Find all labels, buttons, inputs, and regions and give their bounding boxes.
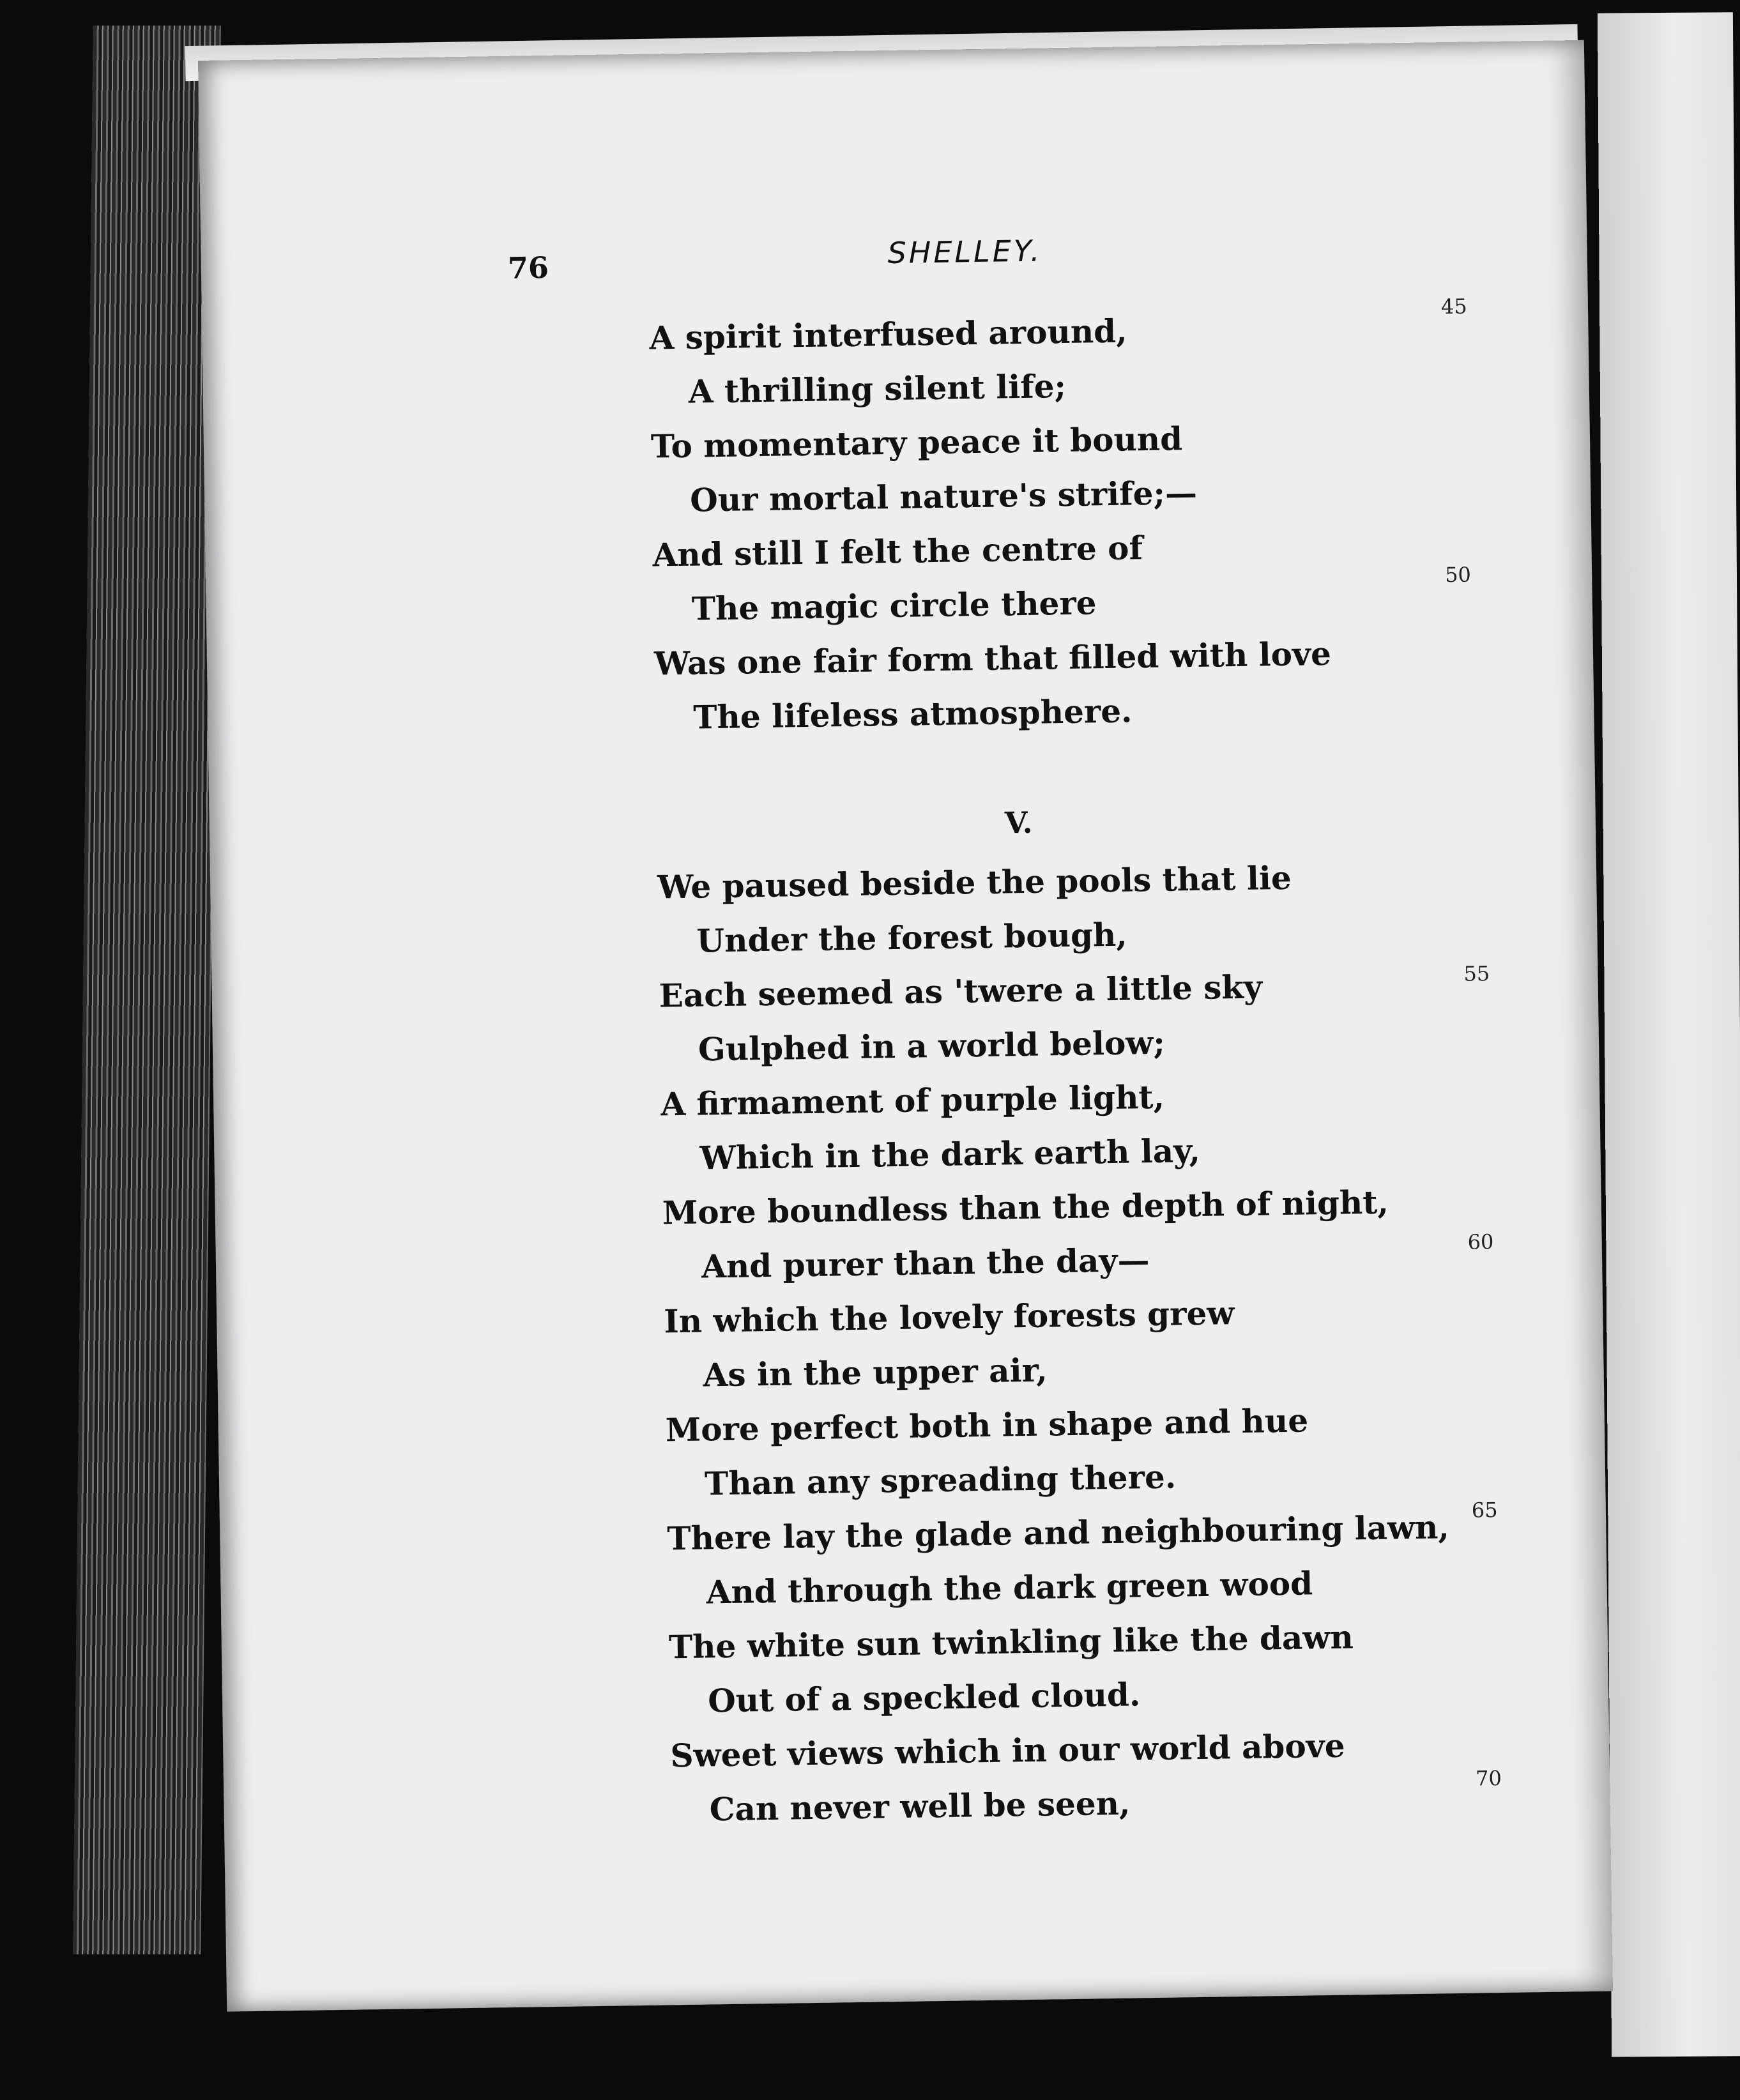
verse-line: Than any spreading there. — [704, 1457, 1177, 1503]
verse-line: More perfect both in shape and hue — [665, 1401, 1309, 1449]
line-number: 50 — [1444, 562, 1472, 588]
verse-line: Out of a speckled cloud. — [707, 1675, 1141, 1720]
verse-line: In which the lovely forests grew — [663, 1294, 1235, 1341]
line-number: 55 — [1463, 961, 1490, 986]
verse-line: And purer than the day— — [701, 1241, 1150, 1286]
verse-line: A firmament of purple light, — [660, 1077, 1165, 1123]
verse-line: Gulphed in a world below; — [698, 1023, 1166, 1069]
page-text-area — [198, 40, 1613, 2012]
verse-line: The magic circle there — [691, 584, 1097, 628]
verse-line: Can never well be seen, — [709, 1784, 1131, 1829]
verse-line: There lay the glade and neighbouring lawn, — [666, 1508, 1450, 1558]
verse-line: Was one fair form that filled with love — [653, 634, 1332, 683]
verse-line: And through the dark green wood — [706, 1564, 1313, 1611]
verse-line: As in the upper air, — [703, 1351, 1048, 1394]
verse-line: Sweet views which in our world above — [670, 1726, 1345, 1775]
verse-line: More boundless than the depth of night, — [662, 1183, 1389, 1232]
verse-line: A thrilling silent life; — [688, 367, 1067, 411]
verse-line: Which in the dark earth lay, — [699, 1131, 1201, 1177]
book-page-edges — [73, 26, 221, 1954]
verse-line: Our mortal nature's strife;— — [689, 473, 1198, 519]
line-number: 65 — [1471, 1498, 1498, 1523]
verse-line: To momentary peace it bound — [650, 420, 1183, 466]
book-page — [198, 40, 1613, 2012]
verse-line: We paused beside the pools that lie — [657, 858, 1292, 906]
running-head: SHELLEY. — [887, 233, 1042, 271]
verse-line: Each seemed as 'twere a little sky — [659, 968, 1263, 1015]
page-number: 76 — [507, 250, 549, 285]
line-number: 45 — [1440, 294, 1467, 319]
section-heading: V. — [1004, 805, 1033, 841]
verse-line: The white sun twinkling like the dawn — [668, 1618, 1354, 1666]
verse-line: Under the forest bough, — [696, 915, 1128, 960]
line-number: 60 — [1467, 1229, 1494, 1254]
verse-line: A spirit interfused around, — [649, 312, 1127, 357]
line-number: 70 — [1475, 1766, 1502, 1791]
verse-line: And still I felt the centre of — [652, 529, 1143, 574]
verse-line: The lifeless atmosphere. — [692, 692, 1133, 736]
